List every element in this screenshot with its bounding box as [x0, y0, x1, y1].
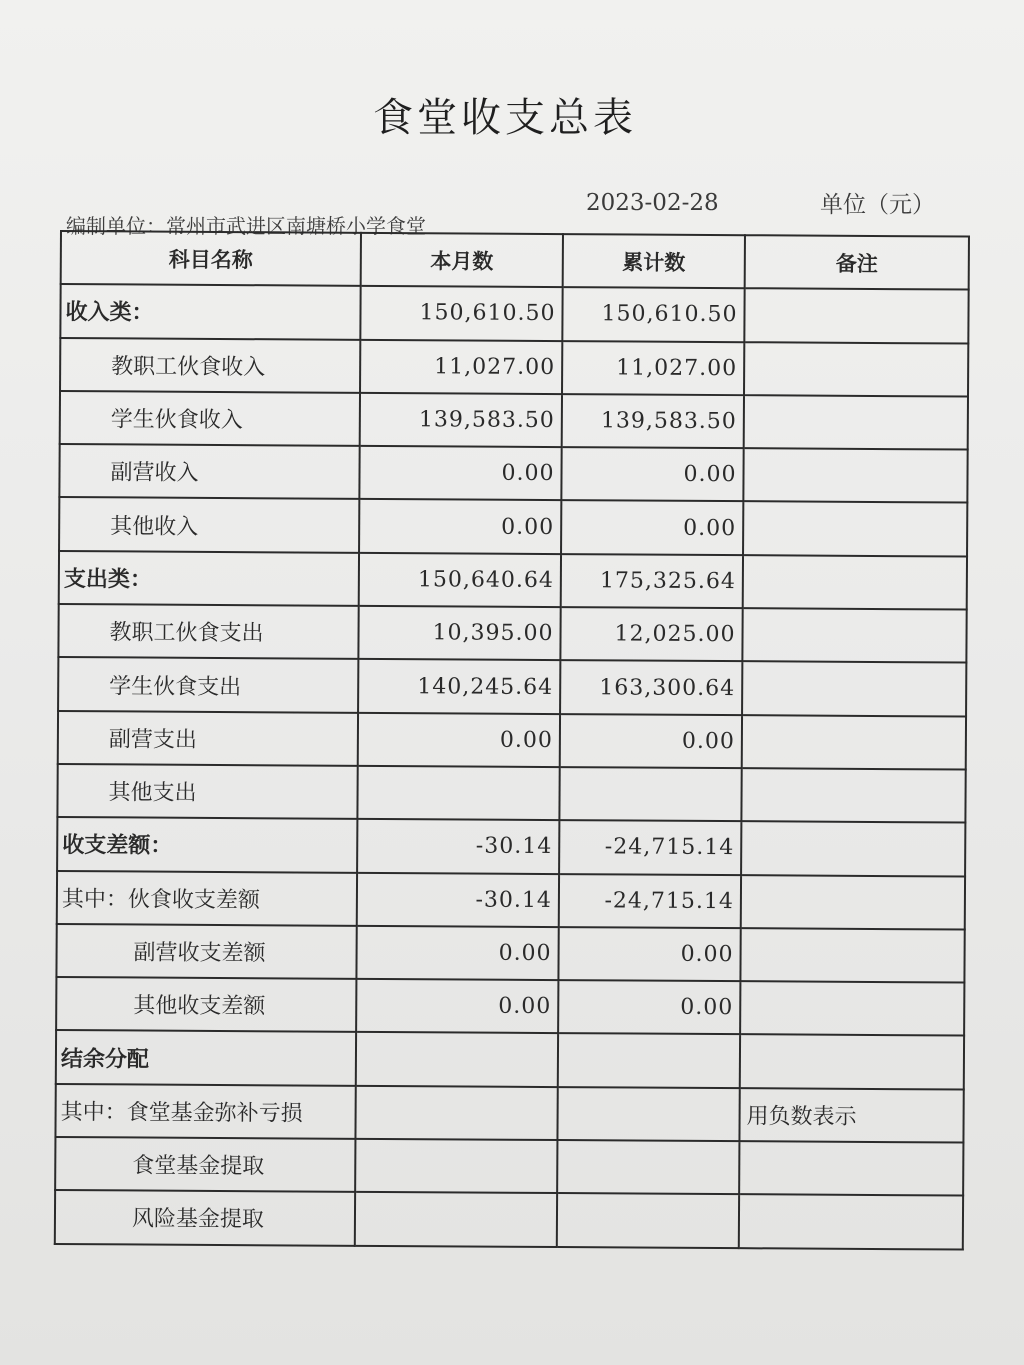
row-cumulative: -24,715.14 — [559, 874, 741, 928]
table-row — [60, 284, 968, 343]
row-note — [742, 608, 966, 663]
row-month: 150,640.64 — [359, 553, 561, 608]
row-subject: 风险基金提取 — [55, 1190, 355, 1245]
row-month: -30.14 — [357, 872, 559, 927]
row-month — [356, 1032, 558, 1087]
table-row — [55, 1190, 963, 1249]
row-month — [355, 1192, 557, 1247]
row-cumulative: 139,583.50 — [562, 394, 744, 448]
row-cumulative: 12,025.00 — [560, 607, 742, 661]
report-date: 2023-02-28 — [586, 190, 719, 216]
page-title: 食堂收支总表 — [373, 95, 637, 141]
table-header-row — [61, 231, 969, 290]
table-row — [57, 764, 965, 823]
row-note — [744, 395, 968, 450]
row-subject: 教职工伙食支出 — [58, 604, 358, 659]
row-note — [739, 1141, 963, 1196]
row-cumulative: -24,715.14 — [559, 820, 741, 874]
row-note — [744, 342, 968, 397]
header-subject: 科目名称 — [61, 231, 361, 286]
row-month: 0.00 — [356, 926, 558, 981]
row-subject: 副营收入 — [59, 444, 359, 499]
row-subject: 食堂基金提取 — [55, 1137, 355, 1192]
row-cumulative — [557, 1140, 739, 1194]
row-subject: 其中：伙食收支差额 — [57, 871, 357, 926]
row-subject: 收入类： — [60, 284, 360, 339]
row-note — [744, 288, 968, 343]
row-note: 用负数表示 — [739, 1088, 963, 1143]
row-subject: 支出类： — [59, 551, 359, 606]
table-row — [60, 391, 968, 450]
row-cumulative: 0.00 — [558, 980, 740, 1034]
organization-name: 常州市武进区南塘桥小学食堂 — [166, 214, 426, 238]
row-note — [740, 981, 964, 1036]
income-expense-table — [54, 230, 970, 1250]
table-row — [58, 604, 966, 663]
header-month: 本月数 — [361, 233, 563, 288]
table-row — [56, 977, 964, 1036]
row-cumulative — [557, 1193, 739, 1247]
row-note — [743, 502, 967, 557]
row-subject: 收支差额： — [57, 817, 357, 872]
row-cumulative — [558, 1034, 740, 1088]
table-row — [55, 1137, 963, 1196]
table-row — [57, 817, 965, 876]
row-month: 10,395.00 — [358, 606, 560, 661]
row-subject: 其他支出 — [57, 764, 357, 819]
header-cumulative: 累计数 — [563, 234, 745, 288]
table-row — [59, 497, 967, 556]
row-cumulative: 0.00 — [561, 501, 743, 555]
row-note — [741, 768, 965, 823]
row-subject: 结余分配 — [56, 1030, 356, 1085]
row-note — [741, 875, 965, 930]
row-cumulative — [557, 1087, 739, 1141]
table-row — [55, 1084, 963, 1143]
row-cumulative: 175,325.64 — [561, 554, 743, 608]
organization-label: 编制单位： — [66, 214, 166, 238]
row-cumulative: 11,027.00 — [562, 341, 744, 395]
table-row — [57, 871, 965, 930]
row-month: 0.00 — [359, 446, 561, 501]
row-month — [357, 766, 559, 821]
row-note — [743, 448, 967, 503]
row-month: 0.00 — [356, 979, 558, 1034]
row-subject: 教职工伙食收入 — [60, 338, 360, 393]
row-cumulative — [559, 767, 741, 821]
table-row — [56, 924, 964, 983]
row-cumulative: 163,300.64 — [560, 660, 742, 714]
row-month: -30.14 — [357, 819, 559, 874]
row-cumulative: 0.00 — [558, 927, 740, 981]
table-row — [60, 338, 968, 397]
table-row — [58, 711, 966, 770]
row-cumulative: 0.00 — [561, 447, 743, 501]
row-note — [742, 662, 966, 717]
row-subject: 副营收支差额 — [56, 924, 356, 979]
row-note — [740, 1035, 964, 1090]
row-subject: 学生伙食收入 — [60, 391, 360, 446]
row-month — [355, 1086, 557, 1141]
row-subject: 其他收支差额 — [56, 977, 356, 1032]
row-subject: 其中：食堂基金弥补亏损 — [55, 1084, 355, 1139]
row-subject: 其他收入 — [59, 497, 359, 552]
table-row — [59, 444, 967, 503]
row-cumulative: 150,610.50 — [562, 287, 744, 341]
row-note — [739, 1195, 963, 1250]
table-row — [59, 551, 967, 610]
row-subject: 副营支出 — [58, 711, 358, 766]
row-note — [740, 928, 964, 983]
row-month: 0.00 — [358, 713, 560, 768]
row-month: 11,027.00 — [360, 339, 562, 394]
row-month: 140,245.64 — [358, 659, 560, 714]
table-row — [56, 1030, 964, 1089]
currency-unit: 单位（元） — [820, 192, 935, 218]
row-month — [355, 1139, 557, 1194]
row-cumulative: 0.00 — [560, 714, 742, 768]
table-row — [58, 657, 966, 716]
row-note — [743, 555, 967, 610]
row-note — [742, 715, 966, 770]
row-month: 139,583.50 — [360, 393, 562, 448]
row-month: 150,610.50 — [360, 286, 562, 341]
row-subject: 学生伙食支出 — [58, 657, 358, 712]
header-note: 备注 — [745, 235, 969, 290]
row-month: 0.00 — [359, 499, 561, 554]
row-note — [741, 821, 965, 876]
